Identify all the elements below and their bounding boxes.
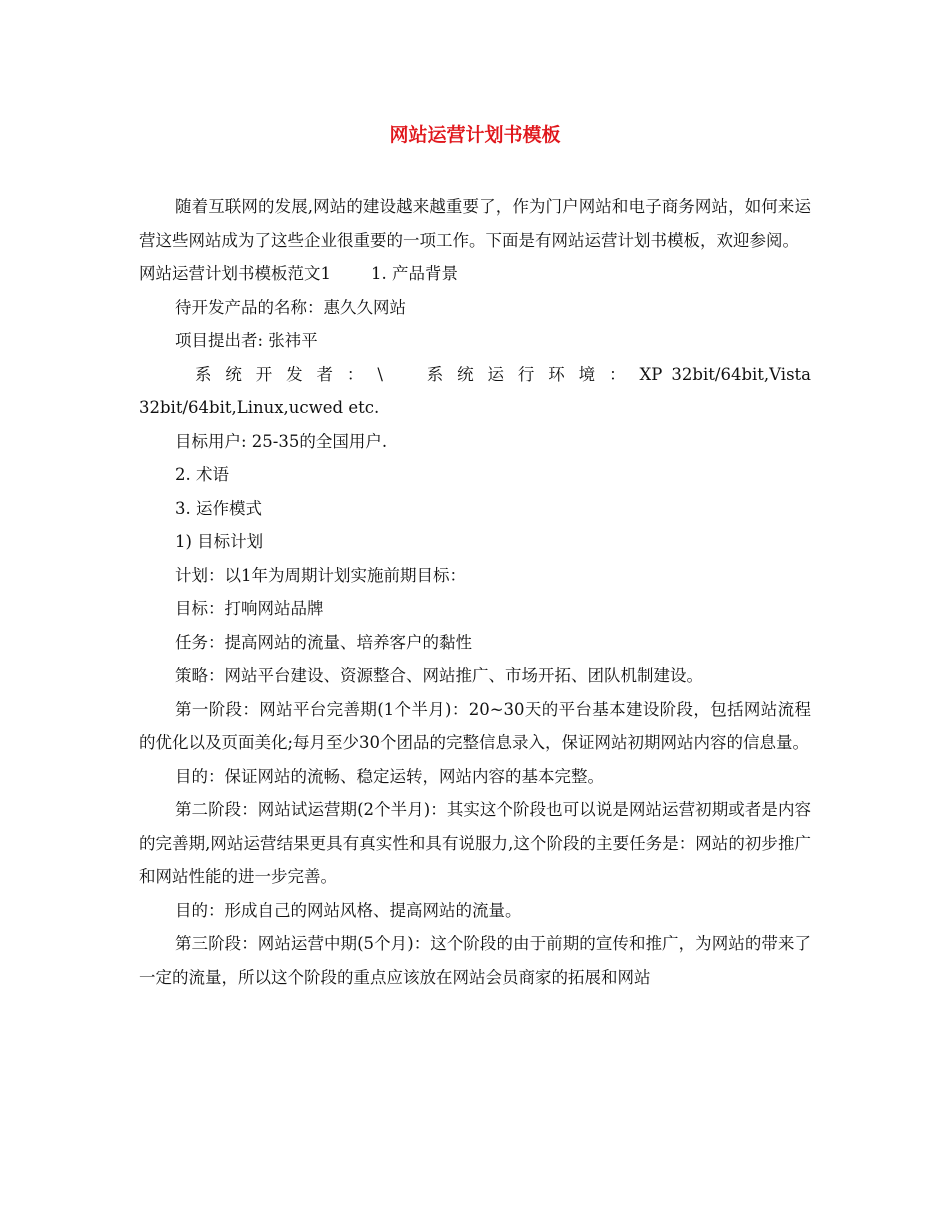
sub1-heading: 1) 目标计划 bbox=[175, 532, 264, 551]
phase1-paragraph: 第一阶段：网站平台完善期(1个半月)：20~30天的平台基本建设阶段，包括网站流程的优化以及页面美化;每月至少30个团品的完整信息录入，保证网站初期网站内容的信息量。 bbox=[139, 699, 811, 752]
phase3-paragraph: 第三阶段：网站运营中期(5个月)：这个阶段的由于前期的宣传和推广，为网站的带来了一定的流量，所以这个阶段的重点应该放在网站会员商家的拓展和网站 bbox=[139, 934, 811, 987]
environment-line bbox=[139, 358, 811, 425]
section2-heading: 2. 术语 bbox=[175, 465, 229, 484]
dev-value: \ bbox=[377, 364, 383, 384]
env-label: 系统运行环境： bbox=[422, 364, 640, 384]
section3-heading: 3. 运作模式 bbox=[175, 498, 262, 518]
sample-heading-line bbox=[139, 257, 811, 291]
section1-heading: 1. 产品背景 bbox=[371, 264, 458, 283]
phase2-paragraph: 第二阶段：网站试运营期(2个半月)：其实这个阶段也可以说是网站运营初期或者是内容的完善期,网站运营结果更具有真实性和具有说服力,这个阶段的主要任务是：网站的初步推广和网站性能的进一步完善。 bbox=[139, 800, 811, 886]
product-name-line: 待开发产品的名称：惠久久网站 bbox=[175, 297, 406, 317]
plan-line: 计划：以1年为周期计划实施前期目标： bbox=[175, 565, 466, 585]
env-value: XP 32bit/64bit,Vista 32bit/64bit,Linux,ucwed etc. bbox=[139, 364, 812, 417]
phase1-purpose: 目的：保证网站的流畅、稳定运转，网站内容的基本完整。 bbox=[175, 766, 604, 786]
document-body bbox=[139, 190, 811, 994]
target-users-line: 目标用户: 25-35的全国用户. bbox=[175, 431, 388, 451]
task-line: 任务：提高网站的流量、培养客户的黏性 bbox=[175, 632, 472, 652]
goal-line: 目标：打响网站品牌 bbox=[175, 599, 324, 618]
dev-label: 系统开发者： bbox=[195, 364, 378, 384]
sample-heading: 网站运营计划书模板范文1 bbox=[139, 264, 331, 283]
intro-paragraph: 随着互联网的发展,网站的建设越来越重要了，作为门户网站和电子商务网站，如何来运营这些网站成为了这些企业很重要的一项工作。下面是有网站运营计划书模板，欢迎参阅。 bbox=[139, 197, 811, 250]
document-title: 网站运营计划书模板 bbox=[389, 124, 561, 146]
proposer-line: 项目提出者: 张祎平 bbox=[175, 331, 318, 350]
phase2-purpose: 目的：形成自己的网站风格、提高网站的流量。 bbox=[175, 900, 522, 920]
strategy-line: 策略：网站平台建设、资源整合、网站推广、市场开拓、团队机制建设。 bbox=[175, 666, 703, 685]
